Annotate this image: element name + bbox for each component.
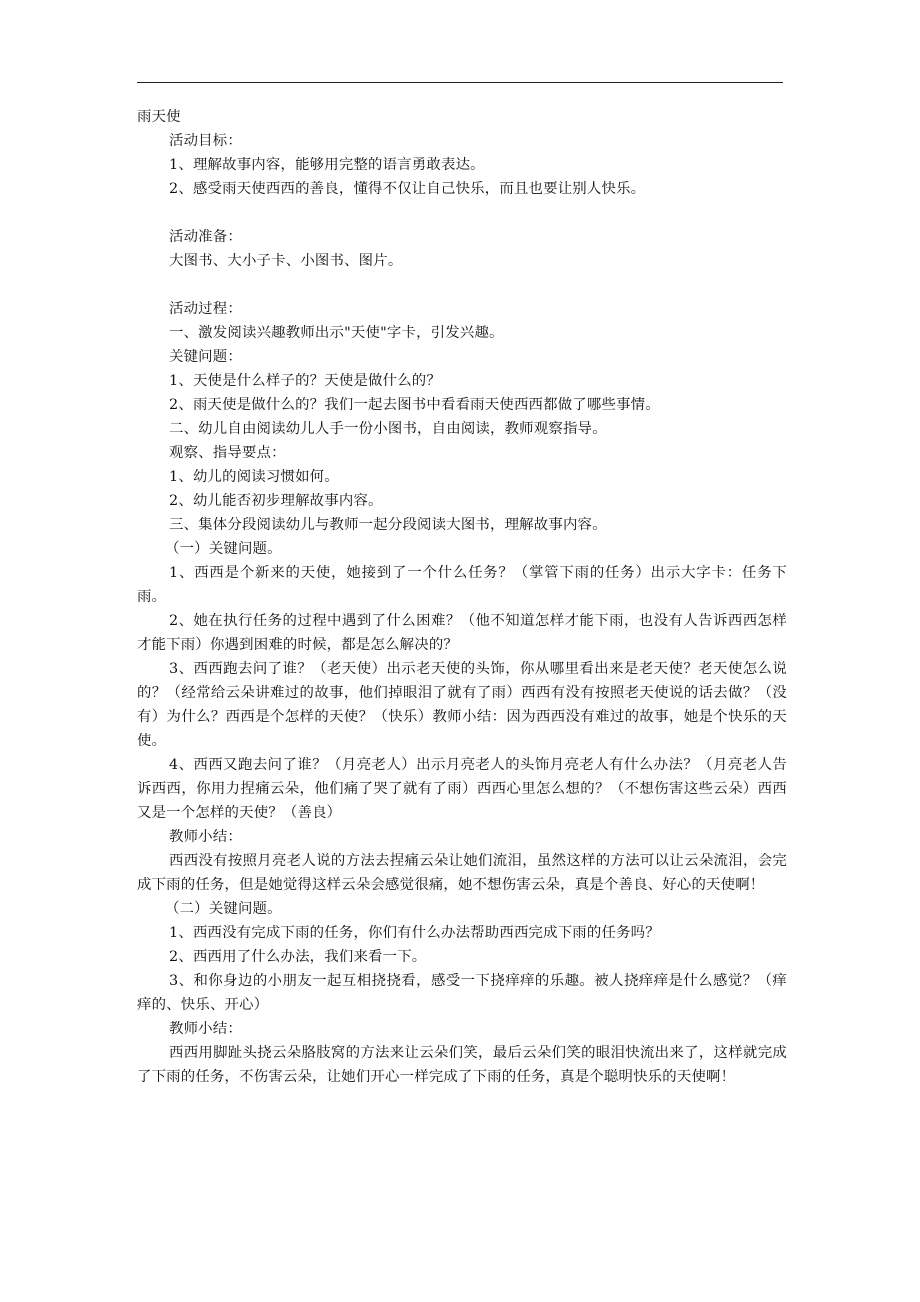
part2-question: 2、西西用了什么办法，我们来看一下。 (169, 949, 427, 965)
header-rule (137, 82, 783, 83)
process-heading: 活动过程： (169, 301, 242, 317)
part1-heading: （一）关键问题。 (165, 541, 282, 557)
part1-question: 4、西西又跑去问了谁？（月亮老人）出示月亮老人的头饰月亮老人有什么办法？（月亮老人告诉西西，你用力捏痛云朵，他们痛了哭了就有了雨）西西心里怎么想的？（不想伤害这些云朵）西西又是一个怎样的天使？（善良） (137, 757, 787, 821)
part1-question: 3、西西跑去问了谁？（老天使）出示老天使的头饰，你从哪里看出来是老天使？老天使怎么说的？（经常给云朵讲难过的故事，他们掉眼泪了就有了雨）西西有没有按照老天使说的话去做？（没有）为什么？西西是个怎样的天使？（快乐）教师小结：因为西西没有难过的故事，她是个快乐的天使。 (137, 661, 787, 749)
process-line: 1、幼儿的阅读习惯如何。 (169, 469, 339, 485)
process-section (137, 297, 787, 1089)
goal-item: 2、感受雨天使西西的善良，懂得不仅让自己快乐，而且也要让别人快乐。 (169, 181, 646, 197)
part2-summary: 西西用脚趾头挠云朵胳肢窝的方法来让云朵们笑，最后云朵们笑的眼泪快流出来了，这样就完成了下雨的任务，不伤害云朵，让她们开心一样完成了下雨的任务，真是个聪明快乐的天使啊！ (137, 1045, 787, 1085)
process-line: 2、雨天使是做什么的？我们一起去图书中看看雨天使西西都做了哪些事情。 (169, 397, 660, 413)
prep-section (137, 225, 787, 273)
part2-summary-heading: 教师小结： (169, 1021, 242, 1037)
part1-summary-heading: 教师小结： (169, 829, 242, 845)
prep-heading: 活动准备： (169, 229, 242, 245)
part1-question: 1、西西是个新来的天使，她接到了一个什么任务？（掌管下雨的任务）出示大字卡：任务下雨。 (137, 565, 787, 605)
process-line: 观察、指导要点： (169, 445, 286, 461)
part1-summary: 西西没有按照月亮老人说的方法去捏痛云朵让她们流泪，虽然这样的方法可以让云朵流泪，会完成下雨的任务，但是她觉得这样云朵会感觉很痛，她不想伤害云朵，真是个善良、好心的天使啊！ (137, 853, 787, 893)
process-line: 一、激发阅读兴趣教师出示"天使"字卡，引发兴趣。 (169, 325, 504, 341)
process-line: 2、幼儿能否初步理解故事内容。 (169, 493, 383, 509)
process-line: 1、天使是什么样子的？天使是做什么的？ (169, 373, 441, 389)
document-title: 雨天使 (137, 109, 181, 125)
goal-item: 1、理解故事内容，能够用完整的语言勇敢表达。 (169, 157, 485, 173)
goals-section (137, 129, 787, 201)
prep-text: 大图书、大小子卡、小图书、图片。 (169, 253, 403, 269)
process-line: 三、集体分段阅读幼儿与教师一起分段阅读大图书，理解故事内容。 (169, 517, 607, 533)
process-line: 关键问题： (169, 349, 242, 365)
document-body (137, 105, 787, 1089)
part2-question: 3、和你身边的小朋友一起互相挠挠看，感受一下挠痒痒的乐趣。被人挠痒痒是什么感觉？（痒痒的、快乐、开心） (137, 973, 787, 1013)
part1-question: 2、她在执行任务的过程中遇到了什么困难？（他不知道怎样才能下雨，也没有人告诉西西怎样才能下雨）你遇到困难的时候，都是怎么解决的？ (137, 613, 787, 653)
process-line: 二、幼儿自由阅读幼儿人手一份小图书，自由阅读，教师观察指导。 (169, 421, 607, 437)
part2-heading: （二）关键问题。 (165, 901, 282, 917)
goals-heading: 活动目标： (169, 133, 242, 149)
part2-question: 1、西西没有完成下雨的任务，你们有什么办法帮助西西完成下雨的任务吗？ (169, 925, 660, 941)
